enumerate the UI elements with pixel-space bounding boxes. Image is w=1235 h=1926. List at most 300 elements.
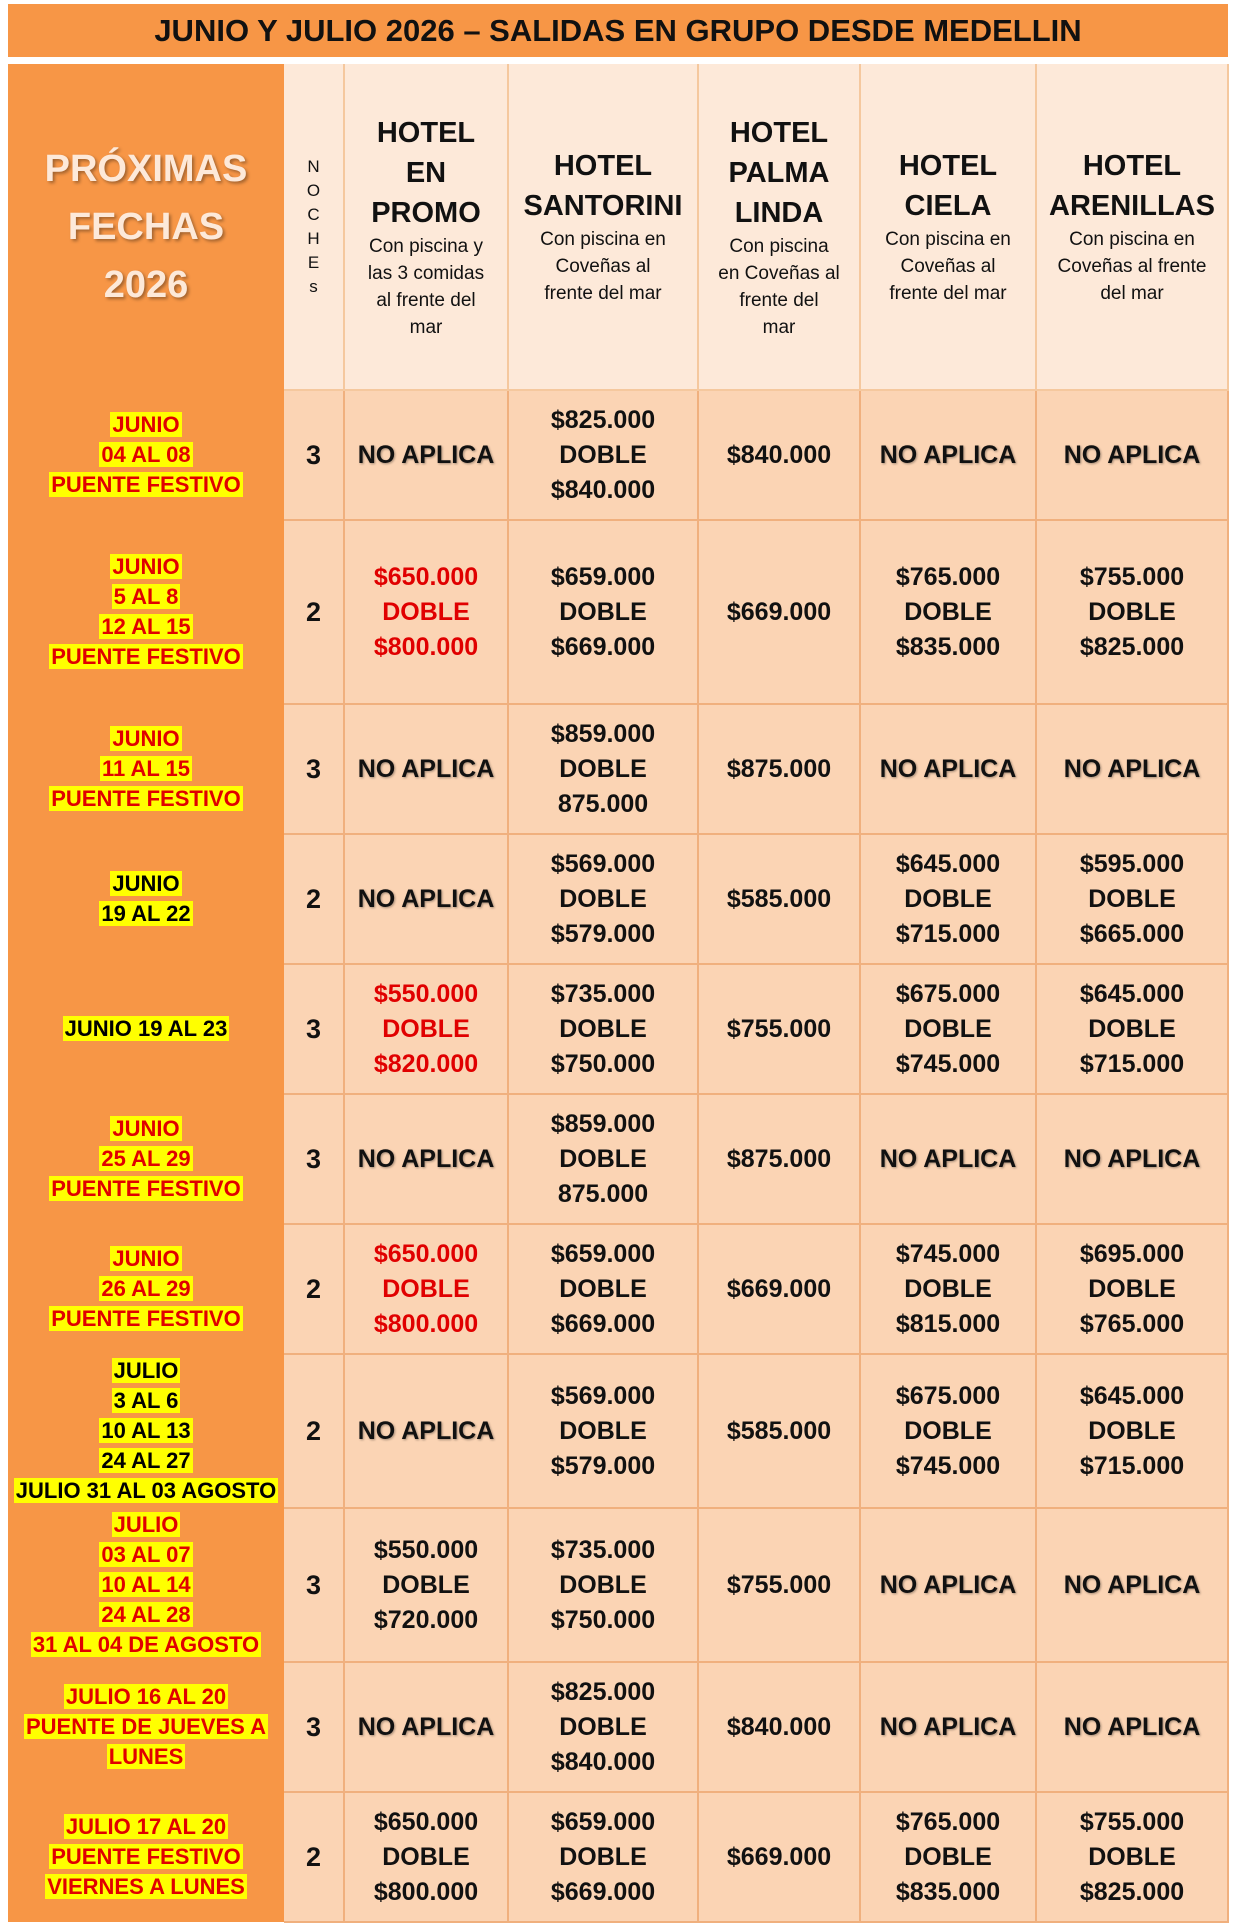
price-cell (698, 1354, 860, 1508)
date-line: JUNIO (112, 726, 180, 751)
nights-count: 3 (284, 1094, 344, 1224)
date-line-wrap (8, 1274, 284, 1304)
price-cell (344, 390, 508, 520)
price-line: DOBLE (1088, 1014, 1176, 1043)
nights-header-letter: E (307, 252, 320, 272)
date-line: JULIO 16 AL 20 (65, 1684, 227, 1709)
date-line: LUNES (108, 1744, 184, 1769)
date-line-wrap (8, 440, 284, 470)
price-line: $800.000 (373, 632, 479, 661)
price-cell (860, 1792, 1036, 1922)
nights-header-letter: H (307, 228, 320, 248)
departure-row (8, 390, 1228, 520)
not-applicable: NO APLICA (357, 440, 495, 469)
date-line-wrap (8, 1244, 284, 1274)
not-applicable: NO APLICA (357, 1712, 495, 1741)
departure-dates (8, 390, 284, 520)
date-line: JUNIO (112, 1246, 180, 1271)
not-applicable: NO APLICA (357, 1144, 495, 1173)
hotel-description: Coveñas al frente (1057, 256, 1207, 277)
price-line: $735.000 (550, 1535, 656, 1564)
price-line: $859.000 (550, 719, 656, 748)
date-line-wrap (8, 1114, 284, 1144)
departure-row (8, 1662, 1228, 1792)
departure-row (8, 1094, 1228, 1224)
price-line: $840.000 (550, 1747, 656, 1776)
price-line: $645.000 (895, 849, 1001, 878)
price-line: DOBLE (904, 1014, 992, 1043)
departure-row (8, 964, 1228, 1094)
not-applicable: NO APLICA (357, 754, 495, 783)
hotel-description: Con piscina (729, 235, 829, 257)
price-line: $669.000 (550, 1877, 656, 1906)
date-line-wrap (8, 869, 284, 899)
not-applicable: NO APLICA (1063, 1144, 1201, 1173)
hotel-name: HOTEL (729, 116, 829, 149)
hotel-name: ARENILLAS (1049, 190, 1215, 222)
date-line: PUENTE FESTIVO (51, 1176, 241, 1201)
price-line: $800.000 (373, 1877, 479, 1906)
hotel-name: HOTEL (553, 150, 653, 182)
date-line: 5 AL 8 (113, 584, 179, 609)
departure-dates (8, 520, 284, 704)
price-line: 875.000 (557, 1179, 649, 1208)
nights-count: 2 (284, 1792, 344, 1922)
date-line-wrap (8, 1144, 284, 1174)
price-line: $650.000 (373, 562, 479, 591)
date-line: 24 AL 27 (101, 1448, 191, 1473)
hotel-description: al frente del (376, 289, 476, 311)
price-line: DOBLE (1088, 1842, 1176, 1871)
price-cell (860, 1354, 1036, 1508)
price-line: $665.000 (1079, 919, 1185, 948)
date-line: 10 AL 13 (101, 1418, 191, 1443)
price-cell (1036, 834, 1228, 964)
dates-header-line: FECHAS (67, 206, 225, 248)
hotel-description: mar (762, 316, 796, 338)
date-line: PUENTE FESTIVO (51, 786, 241, 811)
not-applicable: NO APLICA (879, 754, 1017, 783)
hotel-name: CIELA (904, 190, 992, 222)
date-line: JUNIO (112, 1116, 180, 1141)
departure-dates (8, 1224, 284, 1354)
price-line: DOBLE (1088, 597, 1176, 626)
price-cell (508, 1354, 698, 1508)
price-line: $815.000 (895, 1309, 1001, 1338)
hotel-header-ciela (860, 64, 1036, 390)
price-cell (1036, 1792, 1228, 1922)
price-cell (344, 1508, 508, 1662)
price-line: $669.000 (550, 632, 656, 661)
date-line: 03 AL 07 (101, 1542, 191, 1567)
departure-row (8, 1792, 1228, 1922)
hotel-header-santorini (508, 64, 698, 390)
price-cell (508, 390, 698, 520)
price-cell (508, 834, 698, 964)
price-line: $825.000 (1079, 632, 1185, 661)
dates-header-line: PRÓXIMAS (44, 148, 248, 190)
price-cell (860, 1662, 1036, 1792)
price-line: DOBLE (559, 597, 647, 626)
date-line-wrap (8, 1356, 284, 1386)
price-cell (508, 964, 698, 1094)
price-line: DOBLE (382, 1842, 470, 1871)
date-line: 10 AL 14 (101, 1572, 191, 1597)
nights-count: 2 (284, 834, 344, 964)
price-line: $675.000 (895, 1381, 1001, 1410)
hotel-description: frente del (739, 289, 819, 311)
departure-row (8, 704, 1228, 834)
price-line: $715.000 (1079, 1451, 1185, 1480)
price-cell (860, 390, 1036, 520)
hotel-name: HOTEL (376, 116, 476, 149)
price-line: $550.000 (373, 979, 479, 1008)
price-cell (698, 964, 860, 1094)
date-line: PUENTE FESTIVO (51, 472, 241, 497)
date-line-wrap (8, 1174, 284, 1204)
hotel-header-palma-linda (698, 64, 860, 390)
nights-header-letter: C (307, 204, 320, 224)
price-sheet (8, 4, 1228, 1918)
departure-row (8, 1508, 1228, 1662)
price-line: DOBLE (382, 1570, 470, 1599)
nights-count: 3 (284, 964, 344, 1094)
date-line: JUNIO 19 AL 23 (64, 1016, 228, 1041)
price-line: DOBLE (559, 1712, 647, 1741)
price-line: $765.000 (895, 1807, 1001, 1836)
date-line-wrap (8, 1682, 284, 1712)
departure-dates (8, 964, 284, 1094)
price-cell (698, 1094, 860, 1224)
date-line-wrap (8, 724, 284, 754)
price-line: $569.000 (550, 849, 656, 878)
nights-count: 3 (284, 1662, 344, 1792)
date-line-wrap (8, 1842, 284, 1872)
hotel-description: Coveñas al (555, 256, 651, 277)
hotel-description: frente del mar (544, 283, 662, 304)
price-line: $825.000 (1079, 1877, 1185, 1906)
price-line: DOBLE (559, 1274, 647, 1303)
date-line: 26 AL 29 (101, 1276, 191, 1301)
price-table (8, 64, 1229, 1923)
hotel-description: Con piscina en (540, 229, 666, 250)
date-line: JULIO (113, 1358, 179, 1383)
price-line: $645.000 (1079, 979, 1185, 1008)
price-line: $669.000 (726, 1842, 832, 1871)
hotel-description: del mar (1100, 283, 1164, 304)
date-line-wrap (8, 1304, 284, 1334)
not-applicable: NO APLICA (1063, 440, 1201, 469)
not-applicable: NO APLICA (357, 1416, 495, 1445)
price-line: DOBLE (559, 884, 647, 913)
hotel-name: EN (405, 156, 447, 189)
price-line: $579.000 (550, 919, 656, 948)
price-line: DOBLE (904, 1274, 992, 1303)
date-line-wrap (8, 582, 284, 612)
price-line: $765.000 (1079, 1309, 1185, 1338)
departure-dates (8, 1792, 284, 1922)
price-cell (1036, 1224, 1228, 1354)
date-line-wrap (8, 470, 284, 500)
hotel-description: Coveñas al (900, 256, 996, 277)
nights-header (284, 64, 344, 390)
date-line: JULIO (113, 1512, 179, 1537)
price-cell (1036, 964, 1228, 1094)
price-cell (860, 1094, 1036, 1224)
hotel-description: mar (409, 316, 443, 338)
price-line: $875.000 (726, 1144, 832, 1173)
header-row (8, 64, 1228, 390)
price-cell (1036, 390, 1228, 520)
not-applicable: NO APLICA (1063, 1712, 1201, 1741)
departure-dates (8, 1662, 284, 1792)
departure-row (8, 834, 1228, 964)
date-line: JUNIO (112, 871, 180, 896)
price-cell (344, 964, 508, 1094)
date-line: JULIO 17 AL 20 (65, 1814, 227, 1839)
hotel-description: las 3 comidas (367, 262, 485, 284)
price-line: $750.000 (550, 1049, 656, 1078)
price-cell (508, 1224, 698, 1354)
price-line: $645.000 (1079, 1381, 1185, 1410)
hotel-name: LINDA (734, 196, 824, 229)
date-line-wrap (8, 754, 284, 784)
price-cell (860, 1508, 1036, 1662)
date-line-wrap (8, 1446, 284, 1476)
price-cell (698, 1224, 860, 1354)
nights-count: 2 (284, 1224, 344, 1354)
nights-count: 3 (284, 390, 344, 520)
date-line: 04 AL 08 (101, 442, 191, 467)
price-line: DOBLE (904, 884, 992, 913)
price-cell (344, 520, 508, 704)
price-cell (698, 390, 860, 520)
nights-header-letter: O (306, 180, 321, 200)
price-line: DOBLE (1088, 1274, 1176, 1303)
date-line-wrap (8, 1872, 284, 1902)
price-line: $820.000 (373, 1049, 479, 1078)
date-line-wrap (8, 642, 284, 672)
price-line: DOBLE (559, 1144, 647, 1173)
price-line: $650.000 (373, 1239, 479, 1268)
price-line: $715.000 (895, 919, 1001, 948)
date-line-wrap (8, 1812, 284, 1842)
date-line: JULIO 31 AL 03 AGOSTO (15, 1478, 277, 1503)
not-applicable: NO APLICA (357, 884, 495, 913)
date-line-wrap (8, 784, 284, 814)
date-line: 25 AL 29 (101, 1146, 191, 1171)
hotel-name: PROMO (371, 196, 481, 229)
nights-count: 2 (284, 520, 344, 704)
price-line: $659.000 (550, 1239, 656, 1268)
price-cell (1036, 1354, 1228, 1508)
price-line: $715.000 (1079, 1049, 1185, 1078)
price-line: $659.000 (550, 1807, 656, 1836)
price-line: DOBLE (559, 1014, 647, 1043)
price-line: $755.000 (1079, 1807, 1185, 1836)
hotel-description: Con piscina en (1069, 229, 1195, 250)
price-line: $550.000 (373, 1535, 479, 1564)
not-applicable: NO APLICA (879, 1712, 1017, 1741)
price-cell (344, 834, 508, 964)
price-cell (1036, 704, 1228, 834)
price-cell (860, 704, 1036, 834)
price-cell (1036, 1094, 1228, 1224)
hotel-name: HOTEL (898, 150, 998, 182)
price-line: $669.000 (550, 1309, 656, 1338)
price-line: $755.000 (1079, 562, 1185, 591)
nights-count: 3 (284, 1508, 344, 1662)
price-line: $695.000 (1079, 1239, 1185, 1268)
hotel-name: PALMA (728, 156, 830, 189)
departure-dates (8, 1354, 284, 1508)
not-applicable: NO APLICA (879, 1570, 1017, 1599)
price-line: $659.000 (550, 562, 656, 591)
price-cell (508, 1792, 698, 1922)
price-line: $585.000 (726, 884, 832, 913)
nights-count: 2 (284, 1354, 344, 1508)
price-line: $595.000 (1079, 849, 1185, 878)
not-applicable: NO APLICA (1063, 754, 1201, 783)
price-cell (508, 1508, 698, 1662)
price-line: DOBLE (382, 1014, 470, 1043)
price-cell (860, 834, 1036, 964)
date-line: PUENTE FESTIVO (51, 644, 241, 669)
price-line: DOBLE (559, 1570, 647, 1599)
price-line: DOBLE (1088, 1416, 1176, 1445)
price-line: $569.000 (550, 1381, 656, 1410)
price-cell (508, 520, 698, 704)
date-line-wrap (8, 1712, 284, 1742)
departure-row (8, 1224, 1228, 1354)
date-line: VIERNES A LUNES (47, 1874, 245, 1899)
departure-row (8, 520, 1228, 704)
departure-dates (8, 1094, 284, 1224)
date-line-wrap (8, 1510, 284, 1540)
date-line-wrap (8, 1630, 284, 1660)
price-cell (508, 1094, 698, 1224)
price-line: $669.000 (726, 1274, 832, 1303)
departure-row (8, 1354, 1228, 1508)
hotel-name: HOTEL (1082, 150, 1182, 182)
price-line: $669.000 (726, 597, 832, 626)
date-line-wrap (8, 552, 284, 582)
price-cell (344, 1224, 508, 1354)
price-line: DOBLE (904, 1842, 992, 1871)
departure-dates (8, 1508, 284, 1662)
price-line: $745.000 (895, 1451, 1001, 1480)
price-cell (698, 834, 860, 964)
price-cell (698, 1792, 860, 1922)
price-line: $585.000 (726, 1416, 832, 1445)
hotel-header-promo (344, 64, 508, 390)
hotel-description: en Coveñas al (718, 262, 840, 284)
nights-count: 3 (284, 704, 344, 834)
departure-dates (8, 834, 284, 964)
nights-header-letter: s (309, 276, 318, 296)
date-line-wrap (8, 410, 284, 440)
price-line: $745.000 (895, 1239, 1001, 1268)
not-applicable: NO APLICA (879, 1144, 1017, 1173)
price-line: $755.000 (726, 1014, 832, 1043)
date-line: PUENTE FESTIVO (51, 1306, 241, 1331)
hotel-header-arenillas (1036, 64, 1228, 390)
not-applicable: NO APLICA (1063, 1570, 1201, 1599)
nights-header-letter: N (307, 156, 320, 176)
date-line: 11 AL 15 (101, 756, 191, 781)
date-line: 12 AL 15 (101, 614, 191, 639)
date-line-wrap (8, 1476, 284, 1506)
departure-dates (8, 704, 284, 834)
price-line: DOBLE (559, 1416, 647, 1445)
date-line-wrap (8, 1416, 284, 1446)
date-line-wrap (8, 899, 284, 929)
date-line-wrap (8, 1014, 284, 1044)
price-line: $750.000 (550, 1605, 656, 1634)
price-line: DOBLE (382, 1274, 470, 1303)
date-line-wrap (8, 1540, 284, 1570)
price-line: DOBLE (559, 1842, 647, 1871)
price-line: $859.000 (550, 1109, 656, 1138)
price-line: $835.000 (895, 1877, 1001, 1906)
date-line: JUNIO (112, 412, 180, 437)
price-line: $800.000 (373, 1309, 479, 1338)
date-line: 3 AL 6 (113, 1388, 179, 1413)
price-cell (344, 704, 508, 834)
price-cell (860, 520, 1036, 704)
price-cell (1036, 1662, 1228, 1792)
hotel-description: Con piscina en (885, 229, 1011, 250)
price-cell (1036, 1508, 1228, 1662)
price-line: $840.000 (726, 1712, 832, 1741)
date-line-wrap (8, 1742, 284, 1772)
price-line: $835.000 (895, 632, 1001, 661)
price-line: DOBLE (382, 597, 470, 626)
price-line: $840.000 (726, 440, 832, 469)
price-line: $765.000 (895, 562, 1001, 591)
price-line: DOBLE (904, 1416, 992, 1445)
date-line: JUNIO (112, 554, 180, 579)
date-line: PUENTE DE JUEVES A (25, 1714, 267, 1739)
price-line: DOBLE (904, 597, 992, 626)
price-line: $875.000 (726, 754, 832, 783)
price-line: $840.000 (550, 475, 656, 504)
price-line: DOBLE (559, 440, 647, 469)
price-cell (698, 1508, 860, 1662)
date-line-wrap (8, 1600, 284, 1630)
date-line-wrap (8, 1386, 284, 1416)
price-line: 875.000 (557, 789, 649, 818)
dates-header (8, 64, 284, 390)
hotel-name: SANTORINI (523, 190, 683, 222)
price-line: $720.000 (373, 1605, 479, 1634)
price-cell (1036, 520, 1228, 704)
price-line: $745.000 (895, 1049, 1001, 1078)
date-line: PUENTE FESTIVO (51, 1844, 241, 1869)
price-cell (860, 964, 1036, 1094)
price-line: DOBLE (1088, 884, 1176, 913)
price-cell (344, 1662, 508, 1792)
price-cell (508, 704, 698, 834)
date-line: 24 AL 28 (101, 1602, 191, 1627)
price-line: $650.000 (373, 1807, 479, 1836)
price-cell (698, 1662, 860, 1792)
price-cell (860, 1224, 1036, 1354)
price-line: $675.000 (895, 979, 1001, 1008)
not-applicable: NO APLICA (879, 440, 1017, 469)
price-cell (344, 1354, 508, 1508)
price-cell (698, 520, 860, 704)
